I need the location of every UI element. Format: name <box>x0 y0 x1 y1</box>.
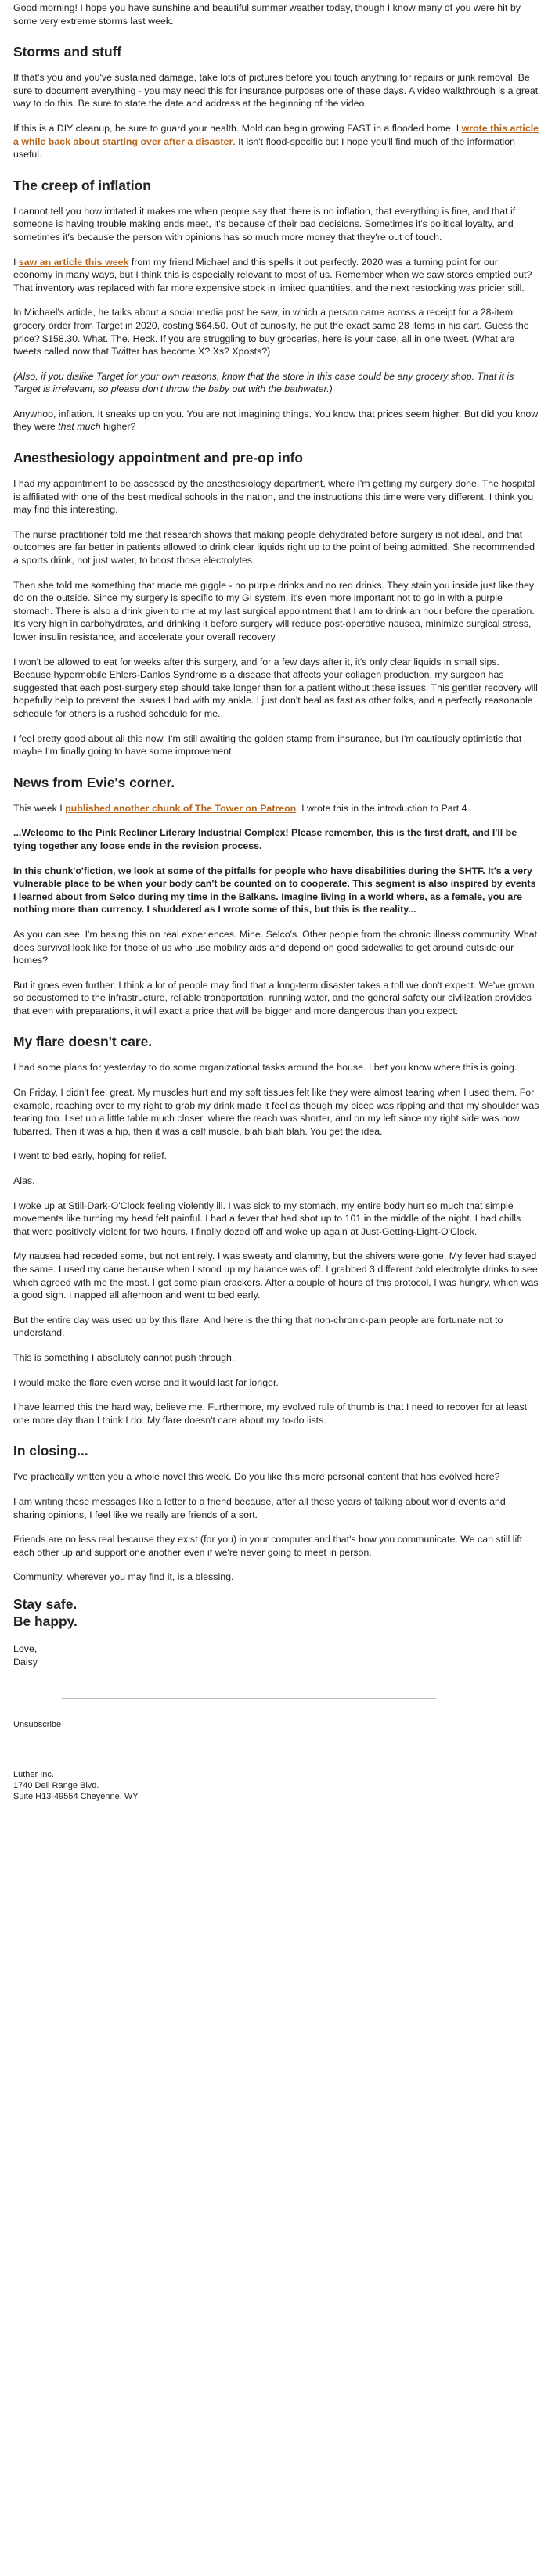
evie-quote-paragraph-2: In this chunk'o'fiction, we look at some of the pitfalls for people who have disabilities during the SHTF. It's a very vulnerable place to be when your body can't be counted on to cooperate. This segment is also inspired by events I learned about from Selco during my time in the Balkans. Imagine living in a world where, as a female, you are nothing more than currency. I shuddered as I wrote some of this, but this is the reality... <box>13 865 536 916</box>
closing-heading: In closing... <box>13 1443 88 1459</box>
address-line-2: Suite H13-49554 Cheyenne, WY <box>13 1792 139 1802</box>
evie-heading: News from Evie's corner. <box>13 774 175 790</box>
inflation-article-link[interactable]: saw an article this week <box>18 256 129 268</box>
flare-paragraph-6: My nausea had receded some, but not entirely. I was sweaty and clammy, but the shivers were gone. My fever had stayed the same. I used my cane because when I stood up my balance was off. I grabbed 3 different cold electrolyte drinks to see which agreed with me the most. I got some plain crackers. After a couple of hours of this protocol, I was hungry, which was a good sign. I napped all afternoon and went to bed early. <box>13 1250 539 1301</box>
closing-paragraph-3: Friends are no less real because they exist (for you) in your computer and that's how you communicate. We can still lift each other up and support one another even if we're never going to meet in person. <box>13 1534 523 1558</box>
inflation-paragraph-2: I saw an article this week from my friend Michael and this spells it out perfectly. 2020 was a turning point for our economy in many ways, but I think this is especially relevant to most of us. Remember when we saw stores emptied out? That inventory was replaced with far more expensive stock in limited quantities, and the next restocking was pricier still. <box>13 256 532 293</box>
anesthesiology-paragraph-1: I had my appointment to be assessed by the anesthesiology department, where I'm getting my surgery done. The hospital is affiliated with one of the best medical schools in the nation, and the instructions this time were very different. I think you may find this interesting. <box>13 478 535 516</box>
anesthesiology-paragraph-3: Then she told me something that made me giggle - no purple drinks and no red drinks. They stain you inside just like they do on the outside. Since my surgery is specific to my GI system, it's even more important not to go in with a purple stomach. There is also a drink given to me at my last surgical appointment that I am to drink an hour before the operation. It's very high in carbohydrates, and drinking it before surgery will reduce post-operative nausea, minimize surgical stress, lower insulin resistance, and accelerate your overall recovery <box>13 579 535 642</box>
flare-paragraph-2: On Friday, I didn't feel great. My muscles hurt and my soft tissues felt like they were almost tearing when I used them. For example, reaching over to my right to grab my drink made it feel as though my bicep was ripping and that my shoulder was tearing too. I set up a little table much closer, where the reach was shorter, and on my left since my right side was now fubarred. Then it was a hip, then it was a calf muscle, blah blah blah. You get the idea. <box>13 1087 539 1137</box>
disaster-article-link[interactable]: wrote this article a while back about starting over after a disaster <box>13 122 539 147</box>
closing-paragraph-4: Community, wherever you may find it, is a blessing. <box>13 1571 234 1583</box>
flare-paragraph-1: I had some plans for yesterday to do some organizational tasks around the house. I bet you know where this is going. <box>13 1062 517 1074</box>
stay-safe-line: Stay safe. <box>13 1596 78 1612</box>
flare-paragraph-9: I would make the flare even worse and it would last far longer. <box>13 1376 279 1388</box>
flare-paragraph-8: This is something I absolutely cannot push through. <box>13 1351 235 1363</box>
anesthesiology-paragraph-4: I won't be allowed to eat for weeks after this surgery, and for a few days after it, it's only clear liquids in small sips. Because hypermobile Ehlers-Danlos Syndrome is a disease that affects your collagen production, my surgeon has suggested that each post-surgery step should take longer than for a patient without these issues. This gentler recovery will hopefully help to prevent the issues I had with my ankle. I just don't heal as fast as other folks, and a perfectly reasonable schedule for others is a rushed schedule for me. <box>13 656 538 719</box>
evie-quote-paragraph-1: ...Welcome to the Pink Recliner Literary Industrial Complex! Please remember, this is the first draft, and I'll be tying together any loose ends in the revision process. <box>13 827 517 851</box>
intro-paragraph: Good morning! I hope you have sunshine and beautiful summer weather today, though I know many of you were hit by some very extreme storms last week. <box>13 2 521 27</box>
closing-paragraph-2: I am writing these messages like a letter to a friend because, after all these years of talking about world events and sharing opinions, I feel like we really are friends of a sort. <box>13 1495 506 1520</box>
storms-paragraph-2: If this is a DIY cleanup, be sure to guard your health. Mold can begin growing FAST in a flooded home. I wrote this article a while back about starting over after a disaster. It isn't flood-specific but I hope you'll find much of the information useful. <box>13 122 539 160</box>
evie-paragraph-1: This week I published another chunk of The Tower on Patreon. I wrote this in the introduction to Part 4. <box>13 802 470 814</box>
company-name: Luther Inc. <box>13 1770 54 1780</box>
patreon-tower-link[interactable]: published another chunk of The Tower on Patreon <box>65 802 297 814</box>
flare-paragraph-5: I woke up at Still-Dark-O'Clock feeling violently ill. I was sick to my stomach, my entire body hurt so much that simple movements like turning my head felt painful. I had a fever that had shot up to 101 in the middle of the night. I had chills that were positively violent for two hours. I finally dozed off and woke up again at Just-Getting-Light-O'Clock. <box>13 1200 521 1237</box>
flare-paragraph-10: I have learned this the hard way, believe me. Furthermore, my evolved rule of thumb is that I need to recover for at least one more day than I think I do. My flare doesn't care about my to-do lists. <box>13 1401 528 1426</box>
evie-paragraph-4: As you can see, I'm basing this on real experiences. Mine. Selco's. Other people from the chronic illness community. What does survival look like for those of us who use mobility aids and depend on good sidewalks to get around outside our homes? <box>13 928 538 966</box>
closing-paragraph-1: I've practically written you a whole novel this week. Do you like this more personal content that has evolved here? <box>13 1471 500 1483</box>
flare-heading: My flare doesn't care. <box>13 1034 153 1050</box>
anesthesiology-heading: Anesthesiology appointment and pre-op info <box>13 450 304 466</box>
unsubscribe-link[interactable]: Unsubscribe <box>13 1720 62 1730</box>
signoff-love: Love, <box>13 1642 38 1654</box>
inflation-paragraph-3: In Michael's article, he talks about a social media post he saw, in which a person came across a receipt for a 28-item grocery order from Target in 2020, costing $64.50. Out of curiosity, he put the exact same 28 items in his cart. Guess the price? $158.30. What. The. Heck. If you are struggling to buy groceries, here is your case, all in one tweet. (What are tweets called now that Twitter has become X? Xs? Xposts?) <box>13 307 529 358</box>
flare-paragraph-7: But the entire day was used up by this flare. And here is the thing that non-chronic-pain people are fortunate not to understand. <box>13 1314 503 1339</box>
flare-paragraph-4: Alas. <box>13 1175 35 1187</box>
storms-heading: Storms and stuff <box>13 44 122 60</box>
anesthesiology-paragraph-5: I feel pretty good about all this now. I'm still awaiting the golden stamp from insurance, but I'm cautiously optimistic that maybe I'm finally going to have some improvement. <box>13 732 522 757</box>
be-happy-line: Be happy. <box>13 1613 78 1629</box>
storms-paragraph-1: If that's you and you've sustained damage, take lots of pictures before you touch anything for repairs or junk removal. Be sure to document everything - you may need this for insurance purposes one of these days. A video walkthrough is a great way to do this. Be sure to state the date and address at the beginning of the video. <box>13 72 539 110</box>
flare-paragraph-3: I went to bed early, hoping for relief. <box>13 1150 168 1162</box>
address-line-1: 1740 Dell Range Blvd. <box>13 1781 99 1791</box>
anesthesiology-paragraph-2: The nurse practitioner told me that research shows that making people dehydrated before surgery is not ideal, and that outcomes are far better in patients allowed to drink clear liquids right up to the point of being admitted. She recommended a sports drink, not just water, to boost those electrolytes. <box>13 528 535 567</box>
inflation-heading: The creep of inflation <box>13 177 151 193</box>
evie-paragraph-5: But it goes even further. I think a lot of people may find that a long-term disaster takes a toll we don't expect. We've grown so accustomed to the infrastructure, reliable transportation, running water, and the general safety our civilization provides that even with preparations, it will exact a price that will be bigger and more dangerous than you expect. <box>13 979 535 1016</box>
inflation-paragraph-5: Anywhoo, inflation. It sneaks up on you. You are not imagining things. You know that prices seem higher. But did you know they were that much higher? <box>13 408 539 433</box>
footer-divider <box>62 1698 436 1699</box>
inflation-paragraph-4: (Also, if you dislike Target for your own reasons, know that the store in this case could be any grocery shop. That it is Target is irrelevant, so please don't throw the baby out with the bathwater.) <box>13 370 514 395</box>
inflation-paragraph-1: I cannot tell you how irritated it makes me when people say that there is no inflation, that everything is fine, and that if someone is having trouble making ends meet, it's because of their bad decisions. Sometimes it's political loyalty, and sometimes it's because the person with opinions has so much more money that they're out of touch. <box>13 205 516 243</box>
signoff-name: Daisy <box>13 1656 38 1668</box>
newsletter-body <box>9 0 539 1802</box>
